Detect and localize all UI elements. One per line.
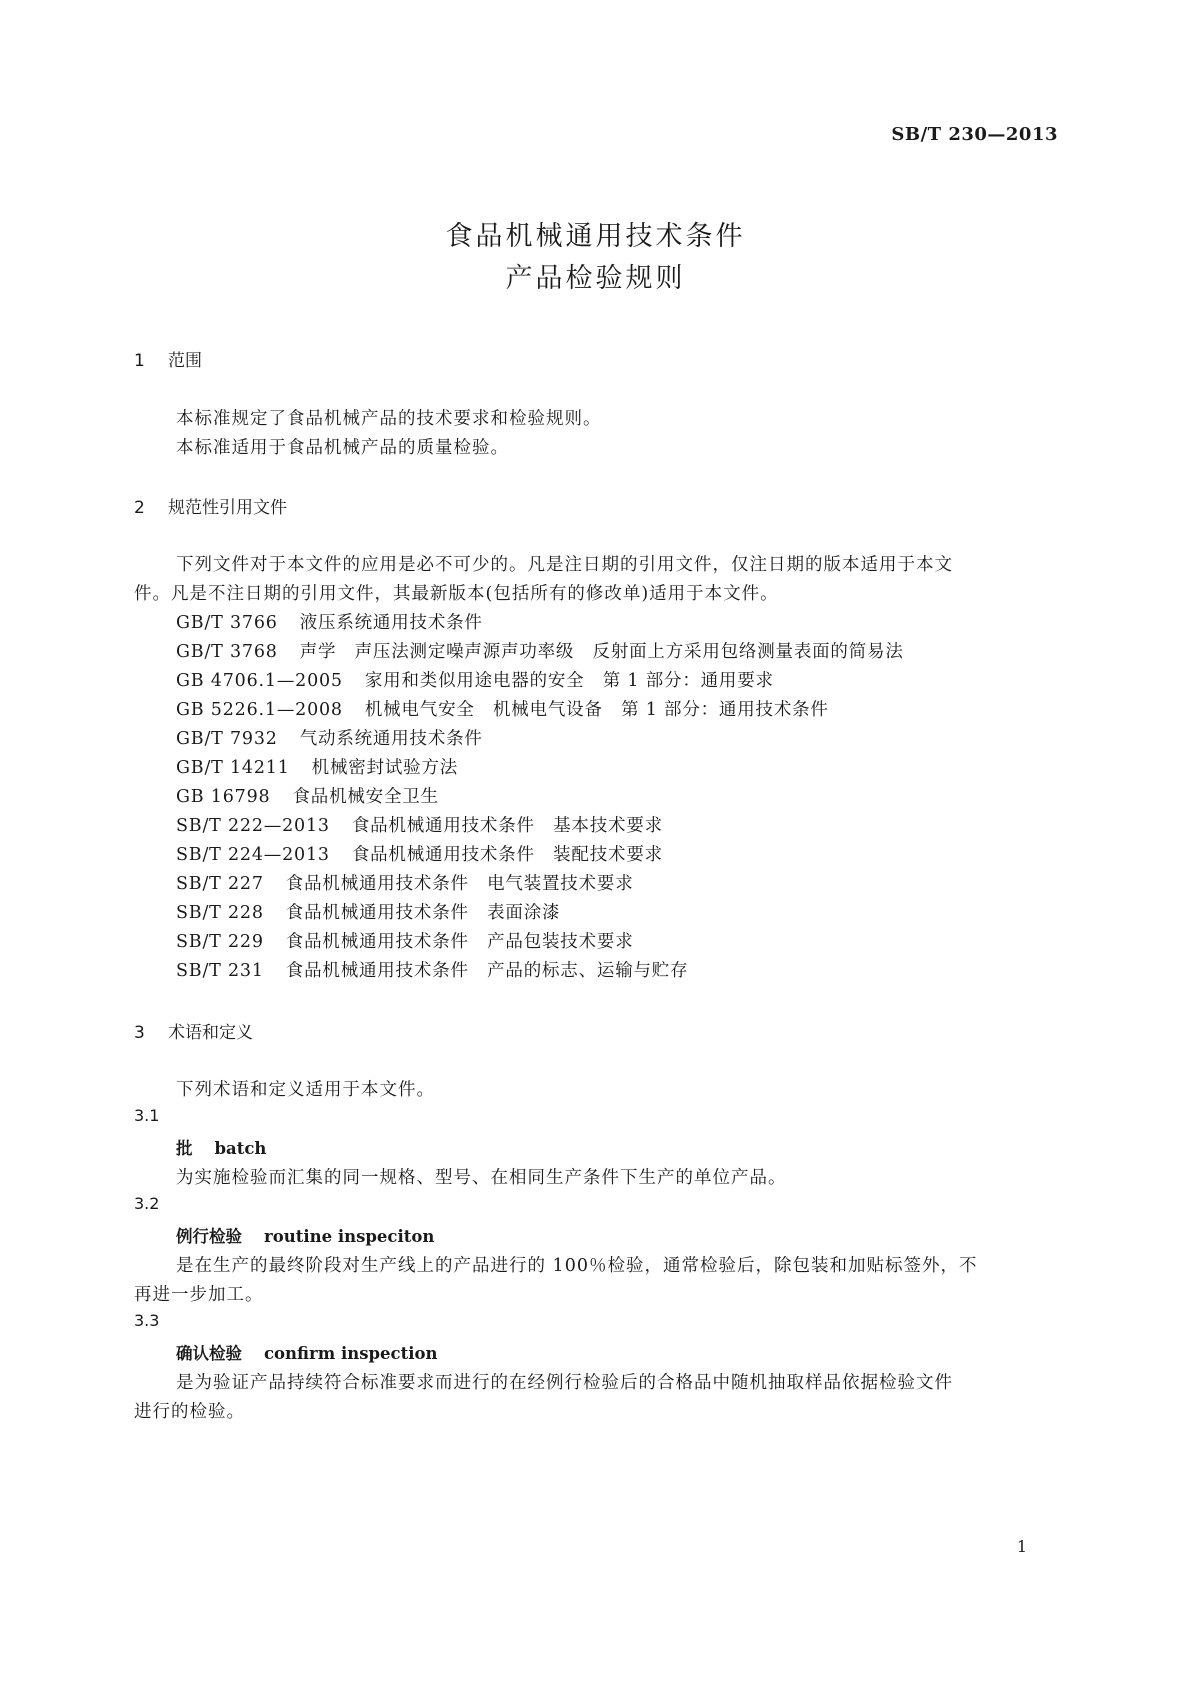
reference-item (176, 696, 829, 721)
paragraph: 下列术语和定义适用于本文件。 (176, 1080, 435, 1100)
term-definition-cont: 再进一步加工。 (134, 1285, 264, 1305)
reference-item (176, 638, 904, 663)
term-number: 3.3 (134, 1311, 160, 1330)
reference-code: SB/T 231 (176, 961, 264, 981)
term-name (176, 1223, 434, 1247)
term-zh: 确认检验 (176, 1344, 242, 1363)
document-title: 食品机械通用技术条件 (445, 221, 746, 252)
reference-title: 食品机械通用技术条件 产品包装技术要求 (285, 932, 634, 952)
reference-code: GB 5226.1—2008 (176, 700, 343, 720)
term-en: routine inspeciton (264, 1227, 435, 1246)
term-number: 3.2 (134, 1194, 160, 1213)
standard-code: SB/T 230—2013 (891, 124, 1058, 145)
reference-code: GB 4706.1—2005 (176, 671, 343, 691)
term-definition: 是为验证产品持续符合标准要求而进行的在经例行检验后的合格品中随机抽取样品依据检验文件 (176, 1373, 953, 1393)
reference-title: 机械电气安全 机械电气设备 第 1 部分：通用技术条件 (364, 700, 829, 720)
paragraph: 下列文件对于本文件的应用是必不可少的。凡是注日期的引用文件，仅注日期的版本适用于本文 (176, 555, 953, 575)
reference-code: GB/T 7932 (176, 729, 278, 749)
reference-title: 食品机械通用技术条件 电气装置技术要求 (285, 874, 634, 894)
reference-title: 气动系统通用技术条件 (299, 729, 483, 749)
reference-title: 液压系统通用技术条件 (299, 613, 483, 633)
reference-code: GB 16798 (176, 787, 271, 807)
reference-item (176, 812, 663, 837)
term-en: batch (214, 1139, 267, 1158)
reference-title: 机械密封试验方法 (311, 758, 459, 778)
reference-item (176, 957, 688, 982)
section-number: 2 (134, 498, 145, 518)
reference-title: 食品机械通用技术条件 基本技术要求 (351, 816, 663, 836)
section-title: 范围 (168, 351, 202, 371)
term-number: 3.1 (134, 1106, 160, 1125)
section-heading-3 (134, 1018, 253, 1043)
reference-title: 食品机械通用技术条件 表面涂漆 (285, 903, 561, 923)
reference-title: 食品机械通用技术条件 装配技术要求 (351, 845, 663, 865)
reference-code: GB/T 14211 (176, 758, 290, 778)
section-number: 1 (134, 351, 145, 371)
reference-code: GB/T 3768 (176, 642, 278, 662)
reference-code: SB/T 224—2013 (176, 845, 330, 865)
section-heading-1 (134, 346, 202, 371)
section-title: 术语和定义 (168, 1023, 253, 1043)
reference-code: SB/T 227 (176, 874, 264, 894)
reference-item (176, 928, 634, 953)
term-definition: 是在生产的最终阶段对生产线上的产品进行的 100％检验，通常检验后，除包装和加贴标签外，不 (176, 1256, 978, 1276)
term-en: confirm inspection (264, 1344, 438, 1363)
reference-item (176, 899, 560, 924)
reference-item (176, 667, 774, 692)
reference-item (176, 725, 483, 750)
section-number: 3 (134, 1023, 145, 1043)
paragraph: 本标准规定了食品机械产品的技术要求和检验规则。 (176, 409, 602, 429)
reference-code: SB/T 222—2013 (176, 816, 330, 836)
reference-title: 食品机械通用技术条件 产品的标志、运输与贮存 (285, 961, 689, 981)
reference-title: 家用和类似用途电器的安全 第 1 部分：通用要求 (364, 671, 774, 691)
term-definition: 为实施检验而汇集的同一规格、型号、在相同生产条件下生产的单位产品。 (176, 1168, 787, 1188)
paragraph: 件。凡是不注日期的引用文件，其最新版本(包括所有的修改单)适用于本文件。 (134, 584, 779, 604)
term-zh: 批 (176, 1139, 193, 1158)
reference-code: GB/T 3766 (176, 613, 278, 633)
term-name (176, 1340, 437, 1364)
term-zh: 例行检验 (176, 1227, 242, 1246)
paragraph: 本标准适用于食品机械产品的质量检验。 (176, 438, 509, 458)
reference-code: SB/T 229 (176, 932, 264, 952)
section-heading-2 (134, 493, 287, 518)
reference-item (176, 841, 663, 866)
reference-title: 食品机械安全卫生 (292, 787, 439, 807)
term-definition-cont: 进行的检验。 (134, 1402, 245, 1422)
reference-item (176, 870, 634, 895)
reference-title: 声学 声压法测定噪声源声功率级 反射面上方采用包络测量表面的简易法 (299, 642, 904, 662)
reference-item (176, 609, 483, 634)
reference-code: SB/T 228 (176, 903, 264, 923)
term-name (176, 1135, 266, 1159)
reference-item (176, 783, 439, 808)
page-number: 1 (1016, 1537, 1027, 1556)
section-title: 规范性引用文件 (168, 498, 287, 518)
reference-item (176, 754, 458, 779)
document-subtitle: 产品检验规则 (505, 263, 686, 294)
